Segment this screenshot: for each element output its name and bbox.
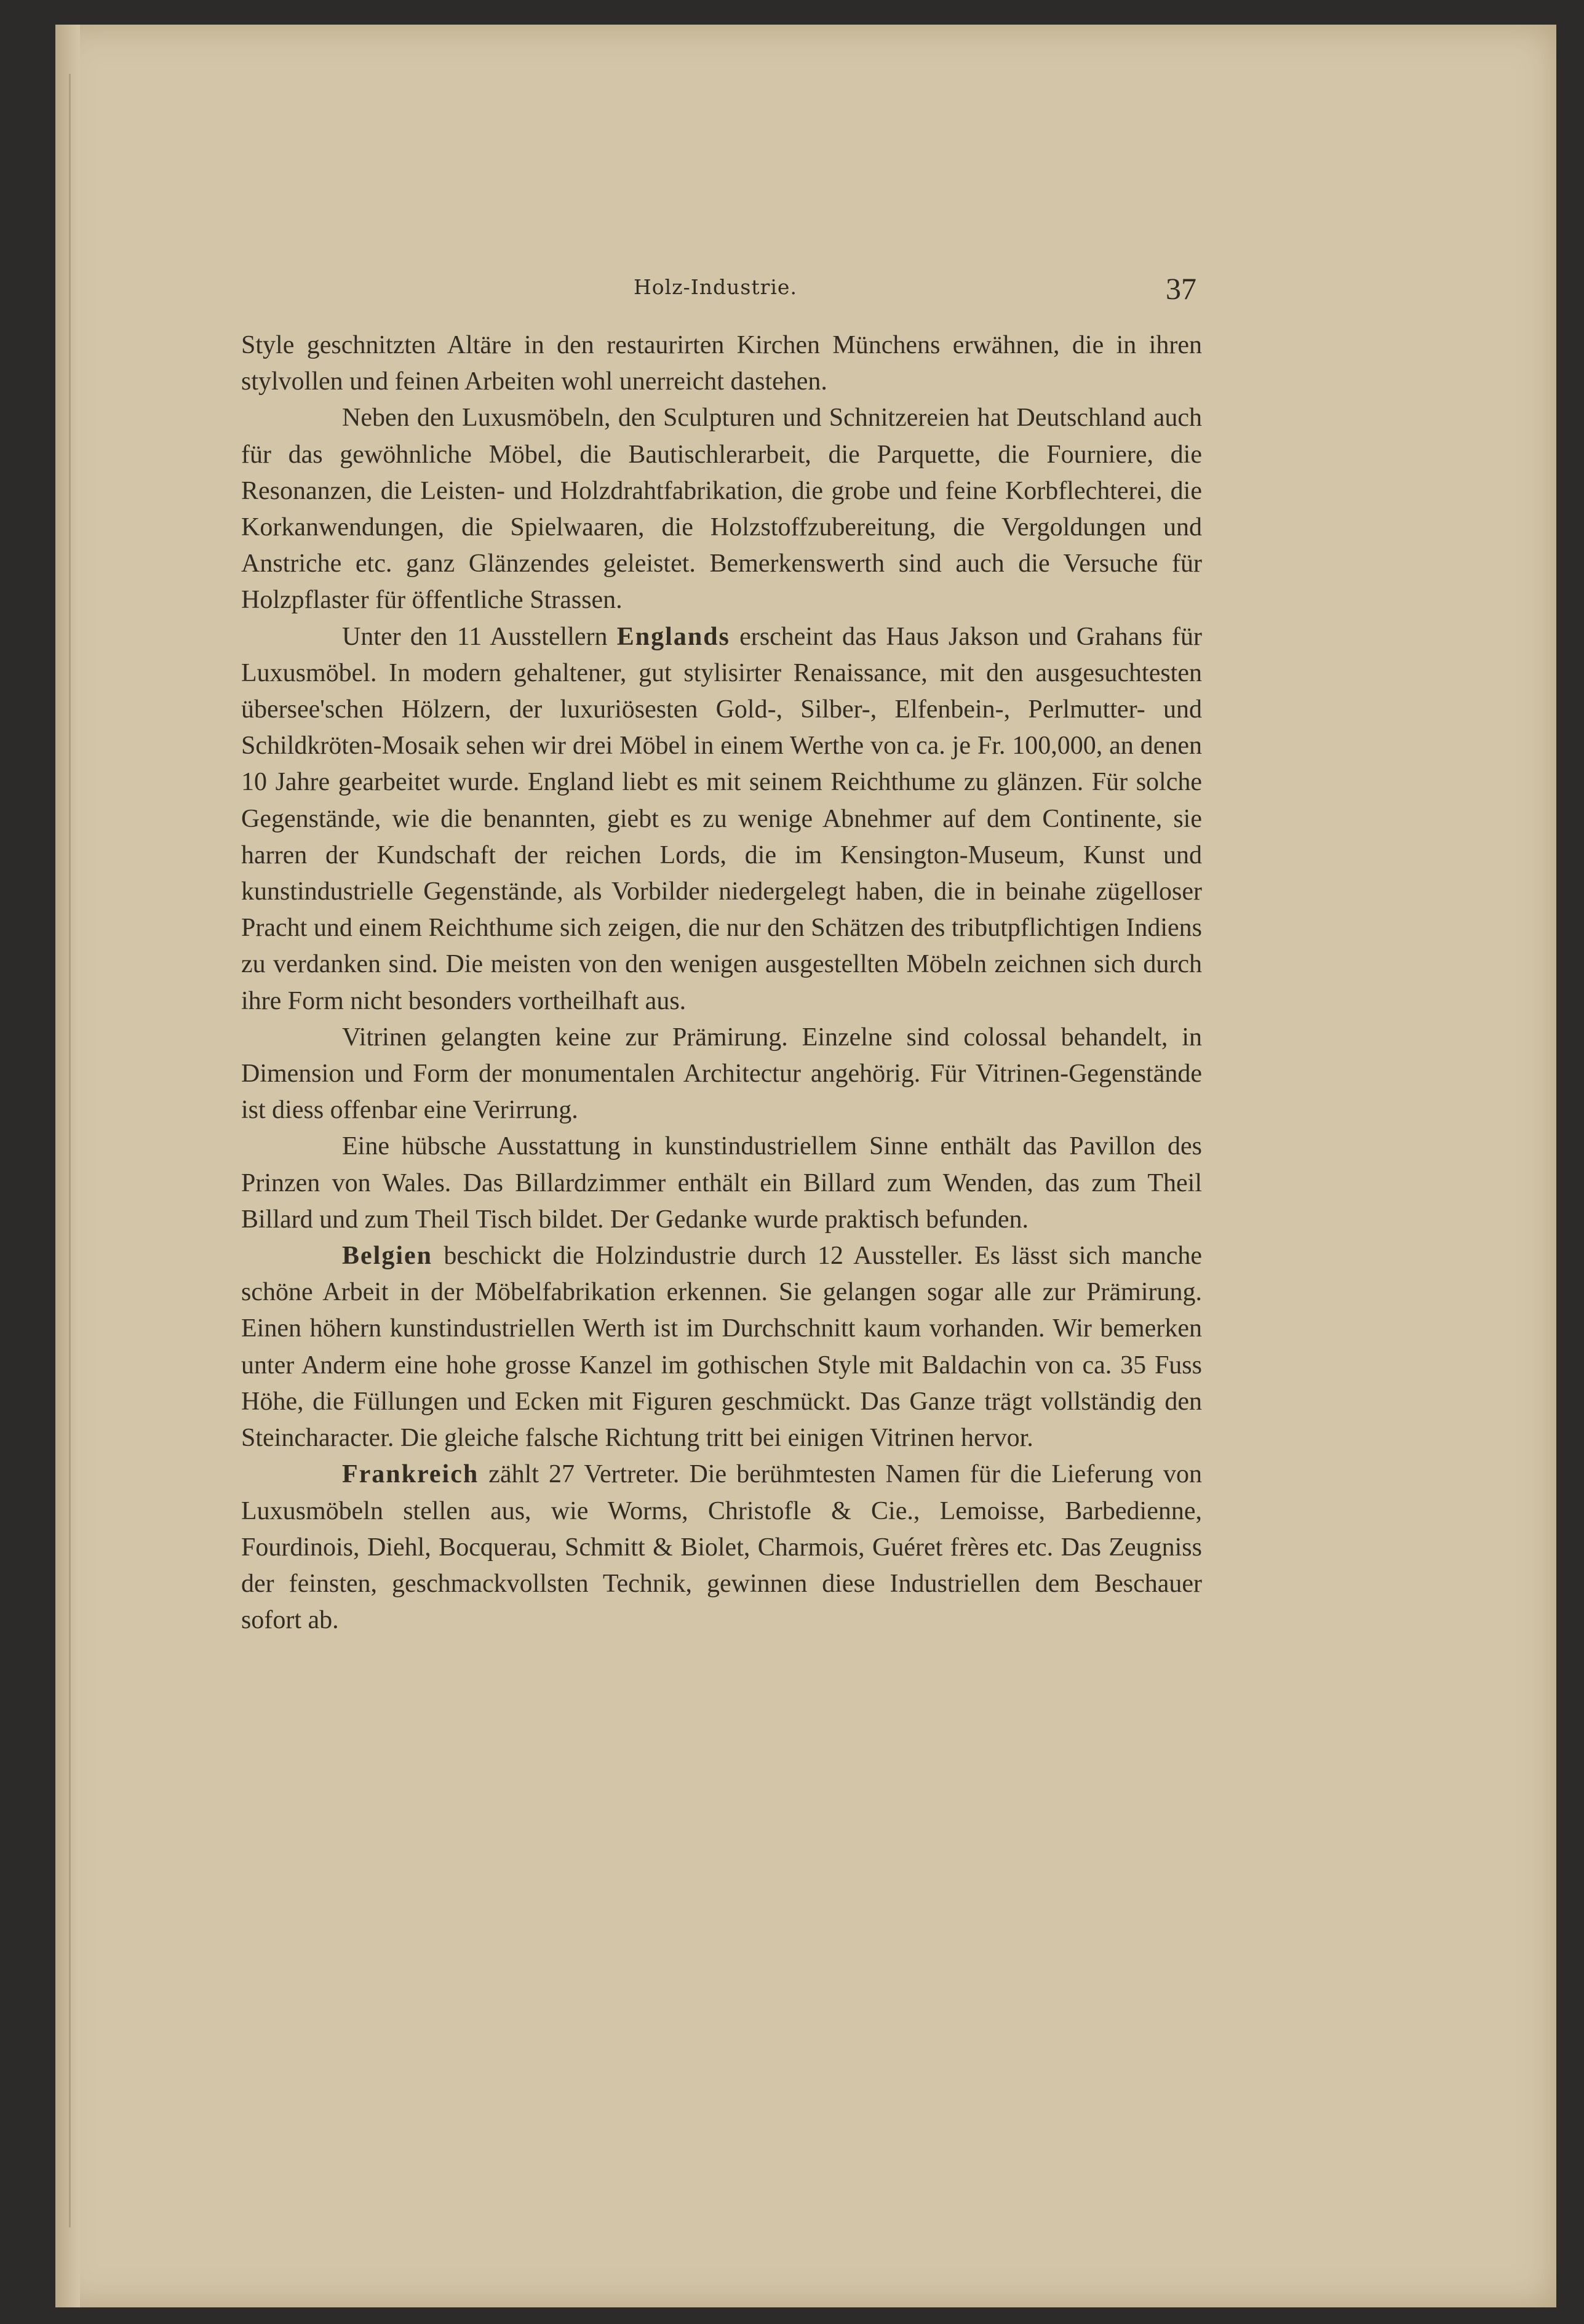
emphasized-name: Englands — [616, 622, 730, 651]
paragraph — [241, 619, 1202, 1020]
paragraph — [241, 1456, 1202, 1639]
body-text — [241, 327, 1202, 1639]
text-segment: Vitrinen gelangten keine zur Prämirung. Einzelne sind colossal behandelt, in Dimension und Form der monumentalen Architectur angehörig. Für Vitrinen-Gegenstände ist diess offenbar eine Verirrung. — [241, 1023, 1202, 1125]
paragraph — [241, 1020, 1202, 1129]
text-segment: erscheint das Haus Jakson und Grahans für Luxusmöbel. In modern gehaltener, gut stylisirter Renaissance, mit den ausgesuchtesten übersee'schen Hölzern, der luxuriösesten Gold-, Silber-, Elfenbein-, Perlmutter- und Schildkröten-Mosaik sehen wir drei Möbel in einem Werthe von ca. je Fr. 100,000, an denen 10 Jahre gearbeitet wurde. England liebt es mit seinem Reichthume zu glänzen. Für solche Gegenstände, wie die benannten, giebt es zu wenige Abnehmer auf dem Continente, sie harren der Kundschaft der reichen Lords, die im Kensington-Museum, Kunst und kunstindustrielle Gegenstände, als Vorbilder niedergelegt haben, die in beinahe zügelloser Pracht und einem Reichthume sich zeigen, die nur den Schätzen des tributpflichtigen Indiens zu verdanken sind. Die meisten von den wenigen ausgestellten Möbeln zeichnen sich durch ihre Form nicht besonders vortheilhaft aus. — [241, 622, 1202, 1015]
paragraph — [241, 327, 1202, 400]
emphasized-name: Frankreich — [342, 1460, 479, 1489]
emphasized-name: Belgien — [342, 1242, 432, 1271]
running-head: Holz-Industrie. — [634, 275, 797, 299]
text-segment: Neben den Luxusmöbeln, den Sculpturen und Schnitzereien hat Deutschland auch für das gewöhnliche Möbel, die Bautischlerarbeit, die Parquette, die Fourniere, die Resonanzen, die Leisten- und Holzdrahtfabrikation, die grobe und feine Korbflechterei, die Korkanwendungen, die Spielwaaren, die Holzstoffzubereitung, die Vergoldungen und Anstriche etc. ganz Glänzendes geleistet. Bemerkenswerth sind auch die Versuche für Holzpflaster für öffentliche Strassen. — [241, 404, 1202, 615]
text-segment: zählt 27 Vertreter. Die berühmtesten Namen für die Lieferung von Luxusmöbeln stellen aus, wie Worms, Christofle & Cie., Lemoisse, Barbedienne, Fourdinois, Diehl, Bocquerau, Schmitt & Biolet, Charmois, Guéret frères etc. Das Zeugniss der feinsten, geschmackvollsten Technik, gewinnen diese Industriellen dem Beschauer sofort ab. — [241, 1460, 1202, 1635]
paragraph — [241, 1238, 1202, 1456]
page-edge-shadow — [55, 25, 80, 2307]
text-segment: Style geschnitzten Altäre in den restaurirten Kirchen Münchens erwähnen, die in ihren stylvollen und feinen Arbeiten wohl unerreicht dastehen. — [241, 331, 1202, 396]
page-fold-line — [69, 74, 71, 2227]
paragraph — [241, 400, 1202, 618]
page-number: 37 — [1166, 271, 1196, 306]
text-segment: beschickt die Holzindustrie durch 12 Aussteller. Es lässt sich manche schöne Arbeit in der Möbelfabrikation erkennen. Sie gelangen sogar alle zur Prämirung. Einen höhern kunstindustriellen Werth ist im Durchschnitt kaum vorhanden. Wir bemerken unter Anderm eine hohe grosse Kanzel im gothischen Style mit Baldachin von ca. 35 Fuss Höhe, die Füllungen und Ecken mit Figuren geschmückt. Das Ganze trägt vollständig den Steincharacter. Die gleiche falsche Richtung tritt bei einigen Vitrinen hervor. — [241, 1242, 1202, 1453]
text-segment: Eine hübsche Ausstattung in kunstindustriellem Sinne enthält das Pavillon des Prinzen von Wales. Das Billardzimmer enthält ein Billard zum Wenden, das zum Theil Billard und zum Theil Tisch bildet. Der Gedanke wurde praktisch befunden. — [241, 1132, 1202, 1234]
text-segment: Unter den 11 Ausstellern — [342, 622, 617, 651]
paragraph — [241, 1128, 1202, 1238]
